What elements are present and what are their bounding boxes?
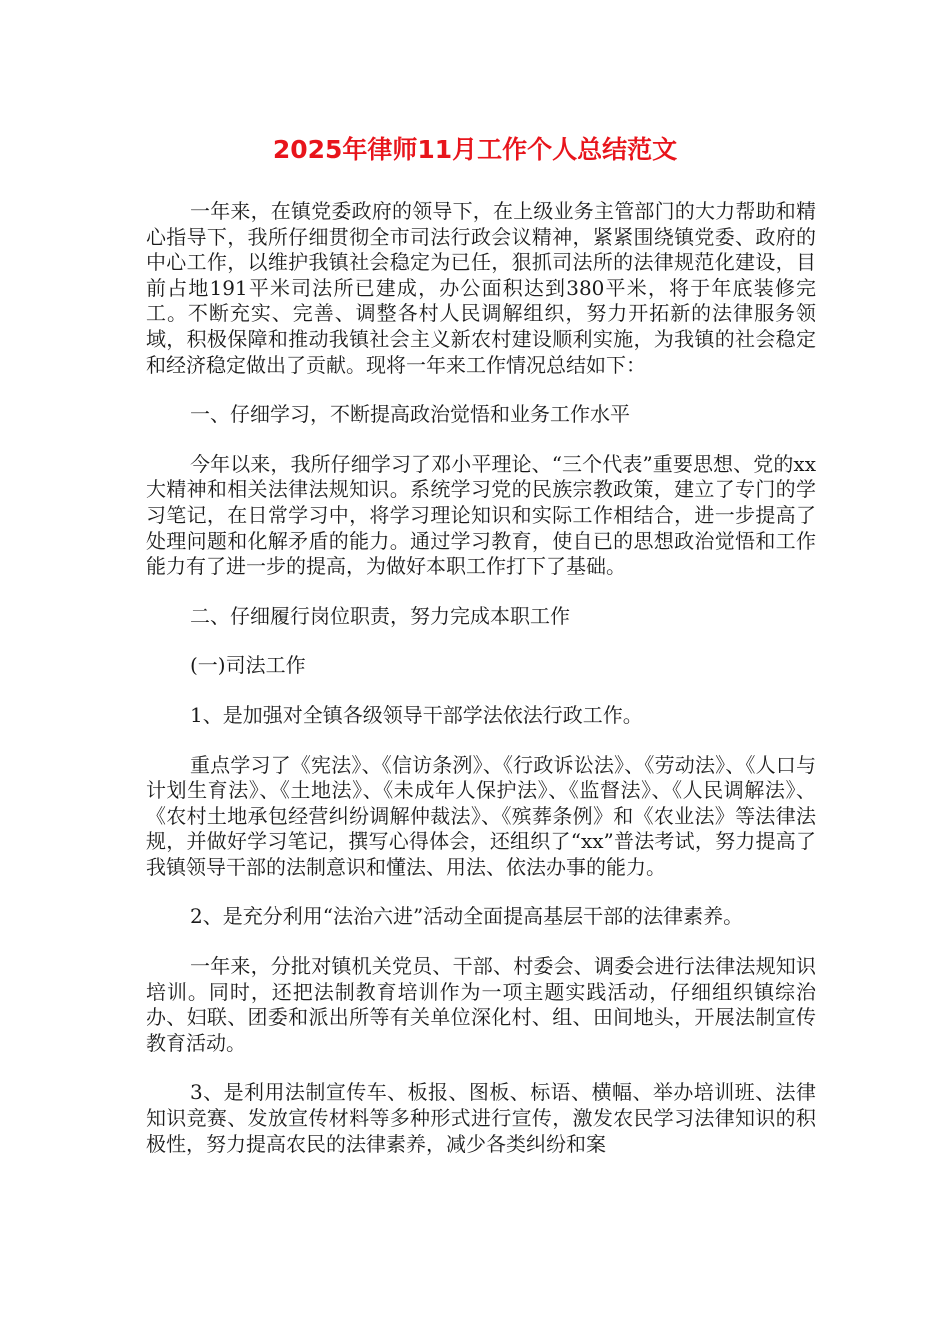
paragraph-laws-studied: 重点学习了《宪法》、《信访条洌》、《行政诉讼法》、《劳动法》、《人口与计划生育法》、《土地法》、《未成年人保护法》、《监督法》、《人民调解法》、《农村土地承包经营纠纷调解仲裁法》、《殡葬条例》和《农业法》等法律法规，并做好学习笔记，撰写心得体会，还组织了“xx”普法考试，努力提高了我镇领导干部的法制意识和懂法、用法、依法办事的能力。 — [146, 752, 816, 879]
list-item-2: 2、是充分利用“法治六进”活动全面提高基层干部的法律素养。 — [190, 904, 744, 929]
list-item-3: 3、是利用法制宣传车、板报、图板、标语、横幅、举办培训班、法律知识竞赛、发放宣传材料等多种形式进行宣传，激发农民学习法律知识的积极性，努力提高农民的法律素养，减少各类纠纷和案 — [146, 1080, 816, 1156]
document-body — [146, 199, 816, 1181]
list-item-1: 1、是加强对全镇各级领导干部学法依法行政工作。 — [190, 702, 643, 727]
paragraph-intro: 一年来，在镇党委政府的领导下，在上级业务主管部门的大力帮助和精心指导下，我所仔细贯彻全市司法行政会议精神，紧紧围绕镇党委、政府的中心工作，以维护我镇社会稳定为已任，狠抓司法所的法律规范化建设，目前占地191平米司法所已建成，办公面积达到380平米，将于年底装修完工。不断充实、完善、调整各村人民调解组织，努力开拓新的法律服务领域，积极保障和推动我镇社会主义新农村建设顺利实施，为我镇的社会稳定和经济稳定做出了贡献。现将一年来工作情况总结如下： — [146, 199, 816, 377]
section-heading-2: 二、仔细履行岗位职责，努力完成本职工作 — [190, 603, 570, 628]
section-heading-1: 一、仔细学习，不断提高政治觉悟和业务工作水平 — [190, 402, 630, 427]
document-title: 2025年律师11月工作个人总结范文 — [272, 135, 678, 164]
paragraph-training: 一年来，分批对镇机关党员、干部、村委会、调委会进行法律法规知识培训。同时，还把法制教育培训作为一项主题实践活动，仔细组织镇综治办、妇联、团委和派出所等有关单位深化村、组、田间地头，开展法制宣传教育活动。 — [146, 954, 816, 1055]
subsection-heading-judicial: (一)司法工作 — [190, 653, 306, 678]
paragraph-study: 今年以来，我所仔细学习了邓小平理论、“三个代表”重要思想、党的xx大精神和相关法律法规知识。系统学习党的民族宗教政策，建立了专门的学习笔记，在日常学习中，将学习理论知识和实际工作相结合，进一步提高了处理问题和化解矛盾的能力。通过学习教育，使自已的思想政治觉悟和工作能力有了进一步的提高，为做好本职工作打下了基础。 — [146, 451, 816, 579]
